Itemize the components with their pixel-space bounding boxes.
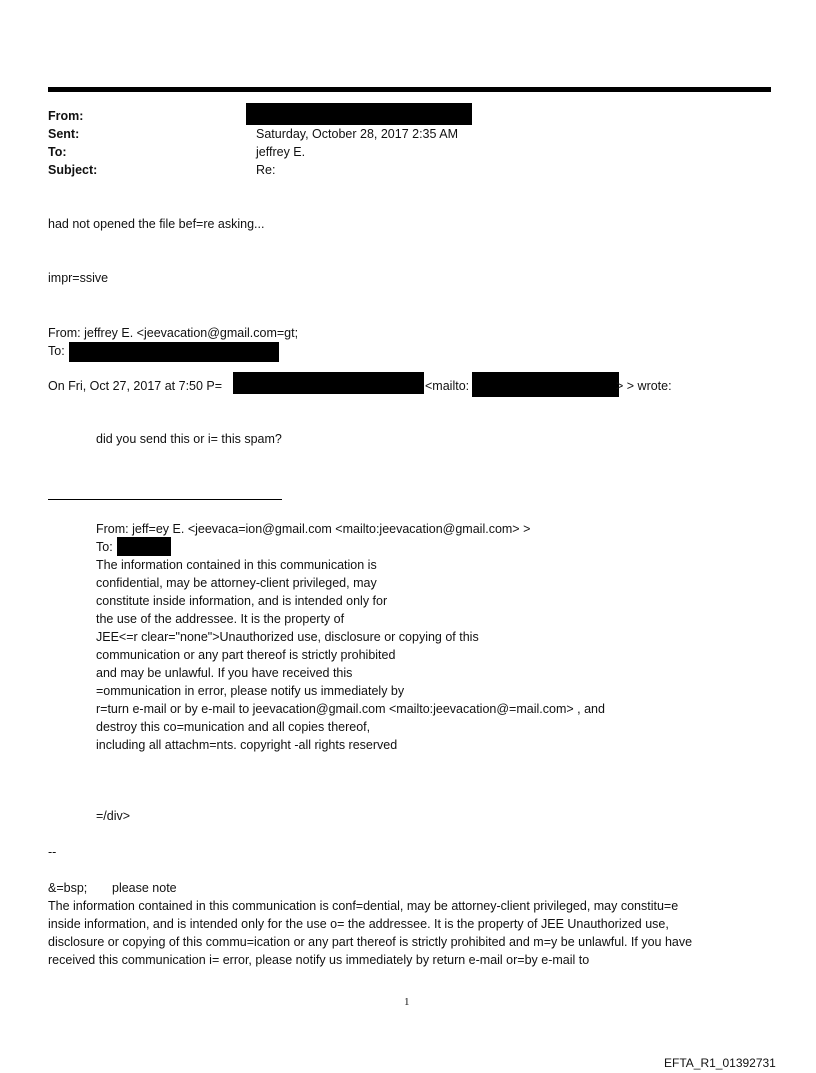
header-rule: [48, 87, 771, 92]
sent-value: Saturday, October 28, 2017 2:35 AM: [256, 127, 458, 141]
disclaimer-line: The information contained in this communication is conf=dential, may be attorney-client privileged, may constitu=e: [48, 899, 679, 913]
on-date-mailto: <mailto:: [425, 379, 470, 393]
subject-value: Re:: [256, 163, 276, 177]
on-date-redaction-1: [233, 372, 424, 394]
quoted-to-label: To:: [96, 540, 113, 554]
to-value: jeffrey E.: [256, 145, 306, 159]
nbsp-entity: &=bsp;: [48, 881, 88, 895]
to-label: To:: [48, 145, 67, 159]
disclaimer-line: received this communication i= error, please notify us immediately by return e-mail or=by e-mail to: [48, 953, 590, 967]
sent-label: Sent:: [48, 127, 80, 141]
forward-to-label: To:: [48, 344, 65, 358]
from-label: From:: [48, 109, 84, 123]
forward-from: From: jeffrey E. <jeevacation@gmail.com=gt;: [48, 326, 299, 340]
question-line: did you send this or i= this spam?: [96, 432, 282, 446]
disclaimer-line: inside information, and is intended only for the use o= the addressee. It is the property of JEE Unauthorized use,: [48, 917, 669, 931]
quoted-line: the use of the addressee. It is the property of: [96, 612, 345, 626]
quoted-line: The information contained in this communication is: [96, 558, 377, 572]
on-date-suffix: > > wrote:: [616, 379, 672, 393]
quoted-line: destroy this co=munication and all copies thereof,: [96, 720, 371, 734]
quote-divider: [48, 499, 282, 500]
quoted-line: constitute inside information, and is intended only for: [96, 594, 388, 608]
quoted-line: JEE<=r clear="none">Unauthorized use, disclosure or copying of this: [96, 630, 479, 644]
quoted-line: =ommunication in error, please notify us immediately by: [96, 684, 405, 698]
quoted-line: including all attachm=nts. copyright -all rights reserved: [96, 738, 398, 752]
quoted-to-redaction: [117, 537, 171, 556]
subject-label: Subject:: [48, 163, 98, 177]
bates-number: EFTA_R1_01392731: [664, 1056, 776, 1070]
quoted-line: r=turn e-mail or by e-mail to jeevacation@gmail.com <mailto:jeevacation@=mail.com> , and: [96, 702, 605, 716]
please-note: please note: [112, 881, 177, 895]
page-number: 1: [404, 996, 410, 1008]
quoted-line: communication or any part thereof is strictly prohibited: [96, 648, 396, 662]
signature-dashes: --: [48, 845, 57, 859]
disclaimer-line: disclosure or copying of this commu=ication or any part thereof is strictly prohibited and m=y be unlawful. If you have: [48, 935, 693, 949]
body-line-2: impr=ssive: [48, 271, 109, 285]
on-date-prefix: On Fri, Oct 27, 2017 at 7:50 P=: [48, 379, 223, 393]
body-line-1: had not opened the file bef=re asking...: [48, 217, 265, 231]
quoted-line: confidential, may be attorney-client privileged, may: [96, 576, 377, 590]
div-close-text: =/div>: [96, 809, 131, 823]
on-date-redaction-2: [472, 372, 619, 397]
quoted-from: From: jeff=ey E. <jeevaca=ion@gmail.com <mailto:jeevacation@gmail.com> >: [96, 522, 531, 536]
forward-to-redaction: [69, 342, 279, 362]
from-redaction: [246, 103, 472, 125]
quoted-line: and may be unlawful. If you have received this: [96, 666, 353, 680]
